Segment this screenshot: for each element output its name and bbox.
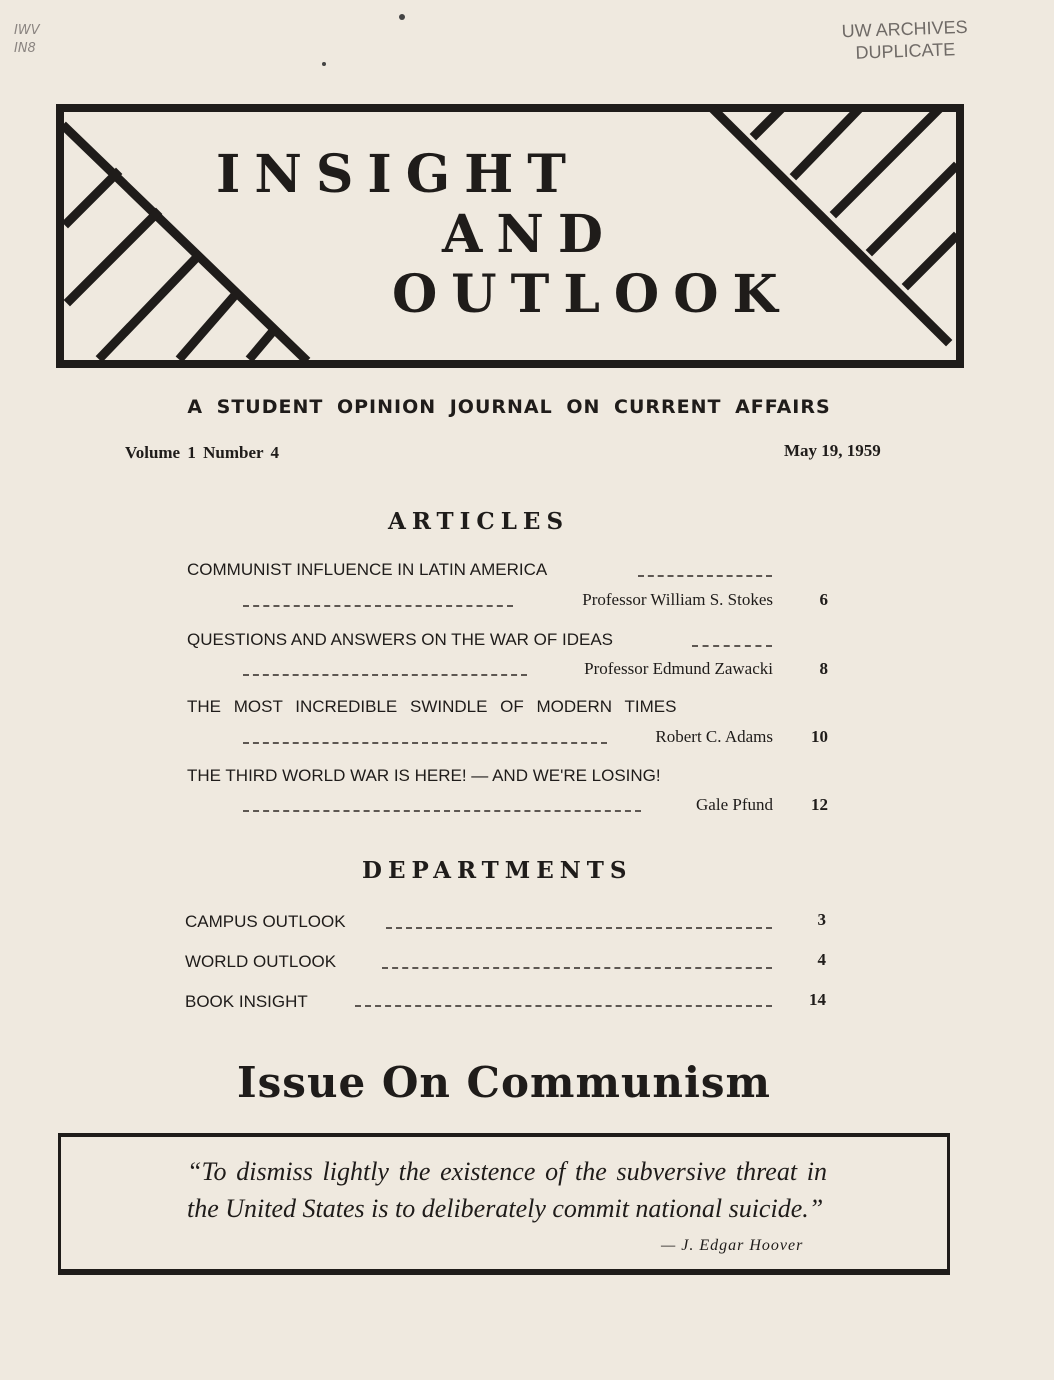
article-author: Robert C. Adams: [655, 727, 773, 746]
volume-number: Volume 1 Number 4: [125, 443, 279, 462]
article-page: 8: [819, 659, 828, 678]
journal-tagline: A STUDENT OPINION JOURNAL ON CURRENT AFFAIRS: [187, 396, 831, 418]
handwritten-note: [14, 22, 40, 58]
dot-leader: [355, 1005, 772, 1007]
dot-leader: [692, 645, 772, 647]
quote-box: [58, 1133, 950, 1275]
dot-leader: [243, 742, 607, 744]
department-title: WORLD OUTLOOK: [185, 952, 337, 971]
articles-heading: ARTICLES: [388, 508, 570, 535]
ink-speck: [322, 62, 326, 66]
article-author: Professor William S. Stokes: [582, 590, 773, 609]
department-title: CAMPUS OUTLOOK: [185, 912, 346, 931]
masthead-banner: [56, 104, 964, 370]
dot-leader: [386, 927, 772, 929]
article-page: 12: [811, 795, 828, 814]
department-page: 3: [817, 910, 826, 929]
article-page: 10: [811, 727, 828, 746]
title-and: AND: [442, 204, 617, 265]
quote-text: “To dismiss lightly the existence of the subversive threat in the United States is to deliberately commit national suicide.”: [187, 1157, 827, 1223]
article-title: THE THIRD WORLD WAR IS HERE! — AND WE'RE LOSING!: [187, 766, 661, 785]
department-title: BOOK INSIGHT: [185, 992, 308, 1011]
article-page: 6: [819, 590, 828, 609]
stamp-line-2: DUPLICATE: [855, 39, 956, 63]
dot-leader: [638, 575, 772, 577]
issue-date: May 19, 1959: [784, 441, 881, 460]
issue-title: Issue On Communism: [237, 1058, 771, 1107]
dot-leader: [243, 674, 527, 676]
article-title: QUESTIONS AND ANSWERS ON THE WAR OF IDEAS: [187, 630, 614, 649]
dot-leader: [382, 967, 772, 969]
stamp-line-1: UW ARCHIVES: [841, 16, 968, 42]
article-title: COMMUNIST INFLUENCE IN LATIN AMERICA: [187, 560, 548, 579]
article-author: Gale Pfund: [696, 795, 773, 814]
departments-heading: DEPARTMENTS: [362, 857, 633, 884]
handwritten-line-2: IN8: [14, 41, 36, 56]
ink-speck: [399, 14, 405, 20]
dot-leader: [243, 605, 513, 607]
title-insight: INSIGHT: [216, 144, 580, 205]
dot-leader: [243, 810, 641, 812]
handwritten-line-1: IWV: [14, 23, 40, 38]
article-title: THE MOST INCREDIBLE SWINDLE OF MODERN TIMES: [187, 697, 677, 716]
title-outlook: OUTLOOK: [392, 264, 792, 325]
department-page: 14: [809, 990, 826, 1009]
article-author: Professor Edmund Zawacki: [584, 659, 773, 678]
department-page: 4: [817, 950, 826, 969]
quote-attribution: — J. Edgar Hoover: [661, 1237, 804, 1254]
archive-stamp: [829, 15, 980, 64]
